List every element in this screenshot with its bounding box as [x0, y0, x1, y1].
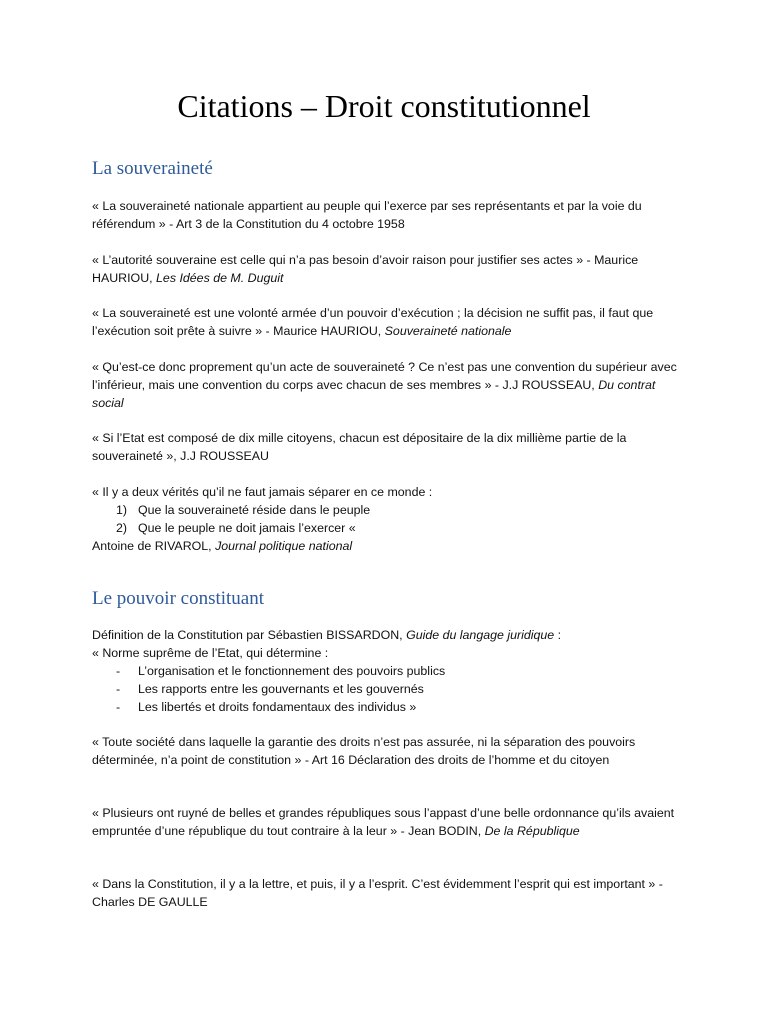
numbered-item: 1) Que la souveraineté réside dans le peuple: [116, 502, 371, 517]
quote-block: [92, 805, 682, 841]
quote-work-title: Du contrat social: [92, 377, 656, 410]
quote-text: « La souveraineté nationale appartient au peuple qui l’exerce par ses représentants et par la voie du référendum » - Art 3 de la Constitution du 4 octobre 1958: [92, 199, 642, 231]
list-quote-block: [92, 484, 682, 556]
quote-text: « La souveraineté est une volonté armée d’un pouvoir d’exécution ; la décision ne suffit pas, il faut que l’exécution soit prête à suivre » - Maurice HAURIOU,: [92, 306, 654, 338]
definition-intro: Définition de la Constitution par Sébastien BISSARDON,: [92, 628, 407, 642]
definition-block: Définition de la Constitution par Sébastien BISSARDON, Guide du langage juridique : « Norme suprême de l’Etat, qui détermine : - L’organisation et le fonctionnement des pouvoirs publics - Les rapports entre les gouvernants et les gouvernés - Les libertés et droits fondamentaux des individus »: [92, 627, 682, 717]
quote-block: [92, 359, 682, 413]
dash-item: - Les libertés et droits fondamentaux des individus »: [116, 699, 417, 714]
quote-block: [92, 430, 682, 466]
quote-text: « L’autorité souveraine est celle qui n’a pas besoin d’avoir raison pour justifier ses actes » - Maurice HAURIOU,: [92, 253, 639, 285]
section-heading-pouvoir-constituant: Le pouvoir constituant: [92, 588, 265, 609]
quote-author: Antoine de RIVAROL,: [92, 538, 216, 553]
quote-block: [92, 305, 682, 341]
quote-text: « Dans la Constitution, il y a la lettre, et puis, il y a l’esprit. C’est évidemment l’esprit qui est important » - Charles DE GAULLE: [92, 877, 663, 909]
definition-work-title: Guide du langage juridique: [406, 628, 555, 642]
quote-text: « Si l’Etat est composé de dix mille citoyens, chacun est dépositaire de la dix millième partie de la souveraineté », J.J ROUSSEAU: [92, 431, 627, 463]
list-quote-intro: « Il y a deux vérités qu’il ne faut jamais séparer en ce monde :: [92, 485, 433, 499]
quote-work-title: Souveraineté nationale: [384, 323, 512, 338]
dash-item: - Les rapports entre les gouvernants et les gouvernés: [116, 681, 424, 696]
quote-text: « Toute société dans laquelle la garantie des droits n’est pas assurée, ni la séparation des pouvoirs déterminée, n’a point de constitution » - Art 16 Déclaration des droits de l’homme et du citoyen: [92, 735, 636, 767]
quote-work-title: Journal politique national: [215, 538, 353, 553]
quote-text: « Plusieurs ont ruyné de belles et grandes républiques sous l’appast d’une belle ordonnance qu’ils avaient empruntée d’une république du tout contraire à la leur » - Jean BODIN,: [92, 806, 675, 838]
definition-line: « Norme suprême de l’Etat, qui détermine :: [92, 645, 329, 660]
numbered-item: 2) Que le peuple ne doit jamais l’exercer «: [116, 520, 356, 535]
quote-block: [92, 876, 682, 912]
quote-text: « Qu’est-ce donc proprement qu’un acte de souveraineté ? Ce n’est pas une convention du supérieur avec l’inférieur, mais une convention du corps avec chacun de ses membres » - J.J ROUSSEAU,: [92, 360, 677, 392]
quote-block: [92, 252, 682, 288]
quote-block: [92, 198, 682, 234]
section-heading-souverainete: La souveraineté: [92, 158, 213, 179]
quote-block: [92, 734, 682, 770]
dash-item: - L’organisation et le fonctionnement des pouvoirs publics: [116, 663, 446, 678]
quote-work-title: Les Idées de M. Duguit: [156, 270, 284, 285]
document-title: Citations – Droit constitutionnel: [177, 88, 591, 124]
quote-work-title: De la République: [484, 823, 580, 838]
